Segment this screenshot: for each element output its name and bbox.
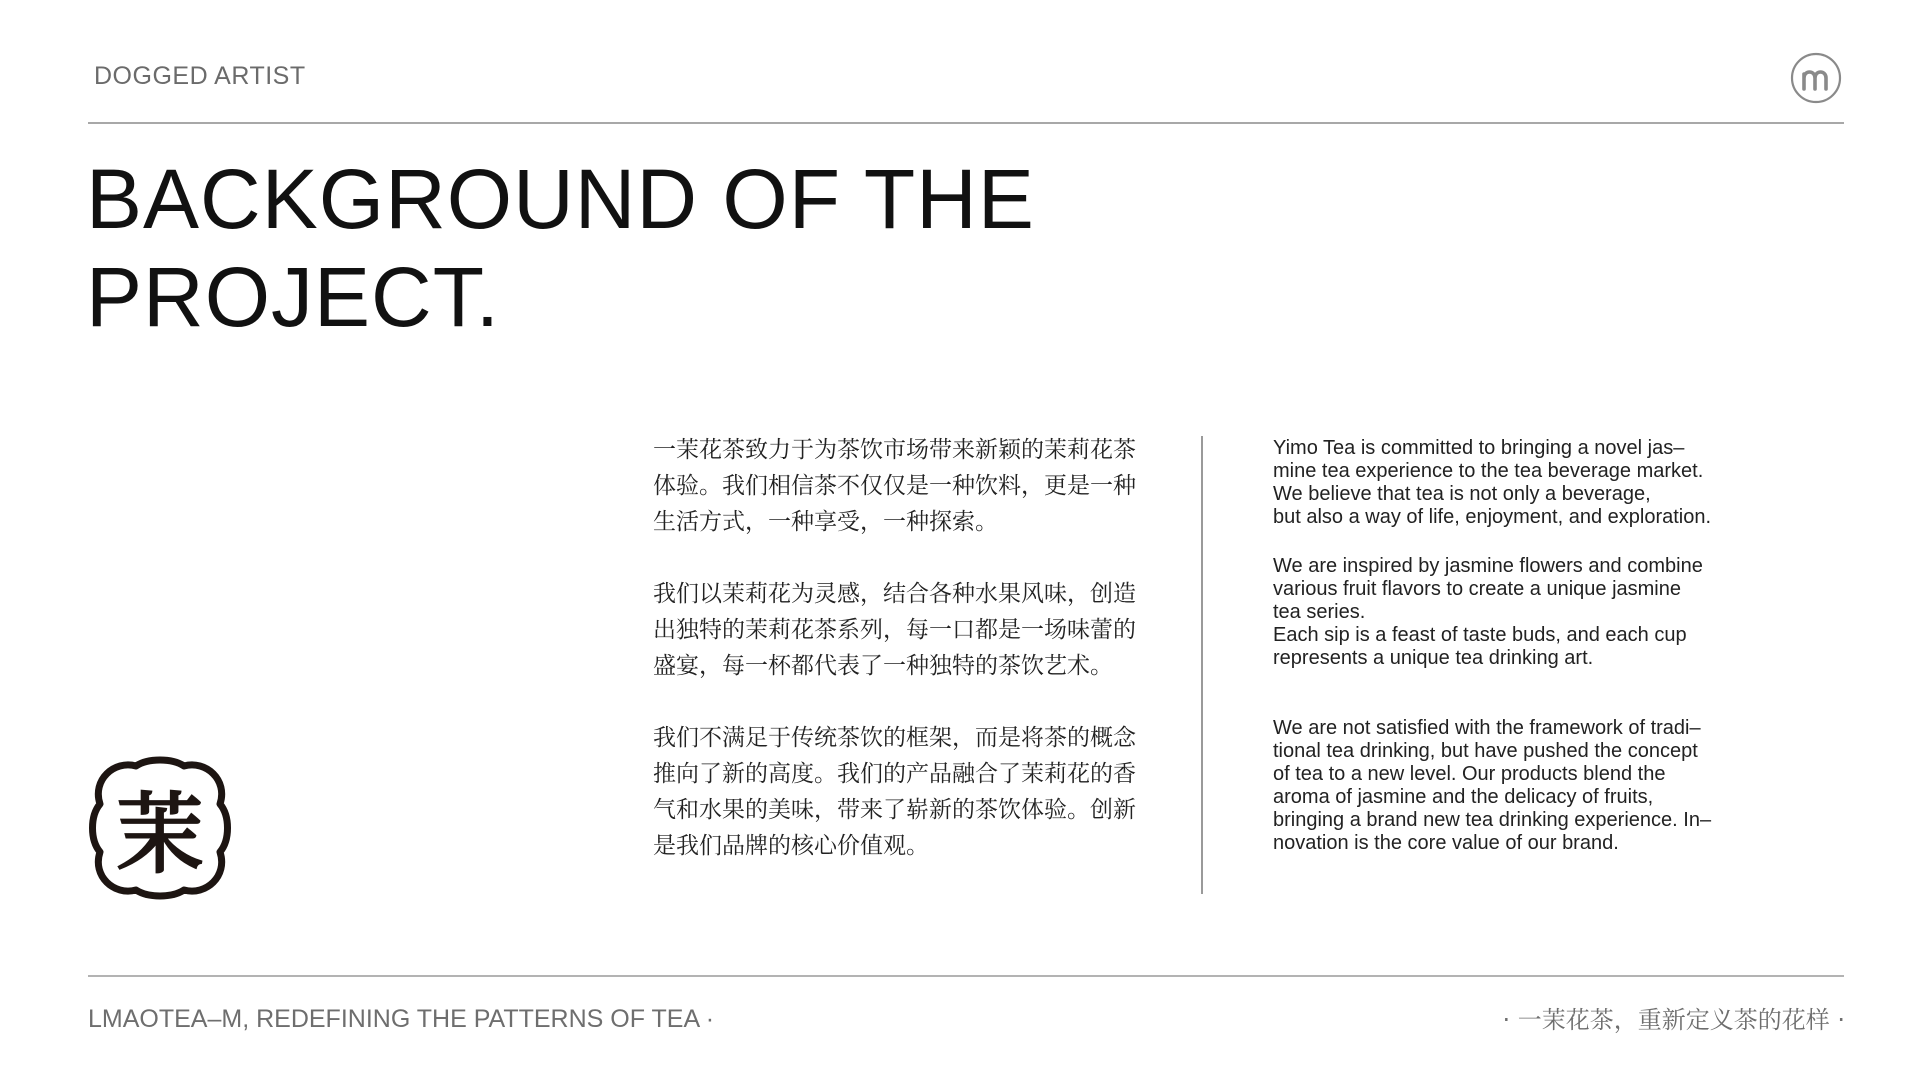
header-divider: [88, 122, 1844, 124]
english-paragraph-2: We are inspired by jasmine flowers and combine various fruit flavors to create a unique jasmine tea series. Each sip is a feast of taste buds, and each cup represents a unique tea drinking art.: [1273, 555, 1703, 669]
english-paragraph-3: We are not satisfied with the framework of tradi– tional tea drinking, but have pushed the concept of tea to a new level. Our products blend the aroma of jasmine and the delicacy of fruits, bringing a brand new tea drinking experience. In– novation is the core value of our brand.: [1273, 717, 1712, 854]
jasmine-character: 茉: [115, 783, 204, 886]
chinese-paragraph-1: 一茉花茶致力于为茶饮市场带来新颖的茉莉花茶体验。我们相信茶不仅仅是一种饮料，更是一种生活方式，一种享受，一种探索。: [653, 437, 1136, 535]
footer-tagline-english: LMAOTEA–M, REDEFINING THE PATTERNS OF TEA ·: [88, 1005, 715, 1033]
english-paragraph-1: Yimo Tea is committed to bringing a novel jas– mine tea experience to the tea beverage market. We believe that tea is not only a beverage, but also a way of life, enjoyment, and exploration.: [1273, 437, 1712, 528]
m-circle-logo-icon: [1790, 52, 1842, 104]
english-description: [1273, 437, 1773, 855]
footer-divider: [88, 975, 1844, 977]
page-title: [86, 150, 1035, 346]
chinese-paragraph-2: 我们以茉莉花为灵感，结合各种水果风味，创造出独特的茉莉花茶系列，每一口都是一场味蕾的盛宴，每一杯都代表了一种独特的茶饮艺术。: [653, 581, 1136, 679]
page-title-line-1: BACKGROUND OF THE: [86, 152, 1035, 246]
chinese-paragraph-3: 我们不满足于传统茶饮的框架，而是将茶的概念推向了新的高度。我们的产品融合了茉莉花的香气和水果的美味，带来了崭新的茶饮体验。创新是我们品牌的核心价值观。: [653, 725, 1136, 859]
chinese-description: [653, 432, 1153, 900]
footer-tagline-chinese: · 一茉花茶，重新定义茶的花样 ·: [1502, 1006, 1845, 1034]
page-title-line-2: PROJECT.: [86, 250, 501, 344]
column-divider: [1201, 436, 1203, 894]
brand-name: DOGGED ARTIST: [94, 62, 306, 90]
